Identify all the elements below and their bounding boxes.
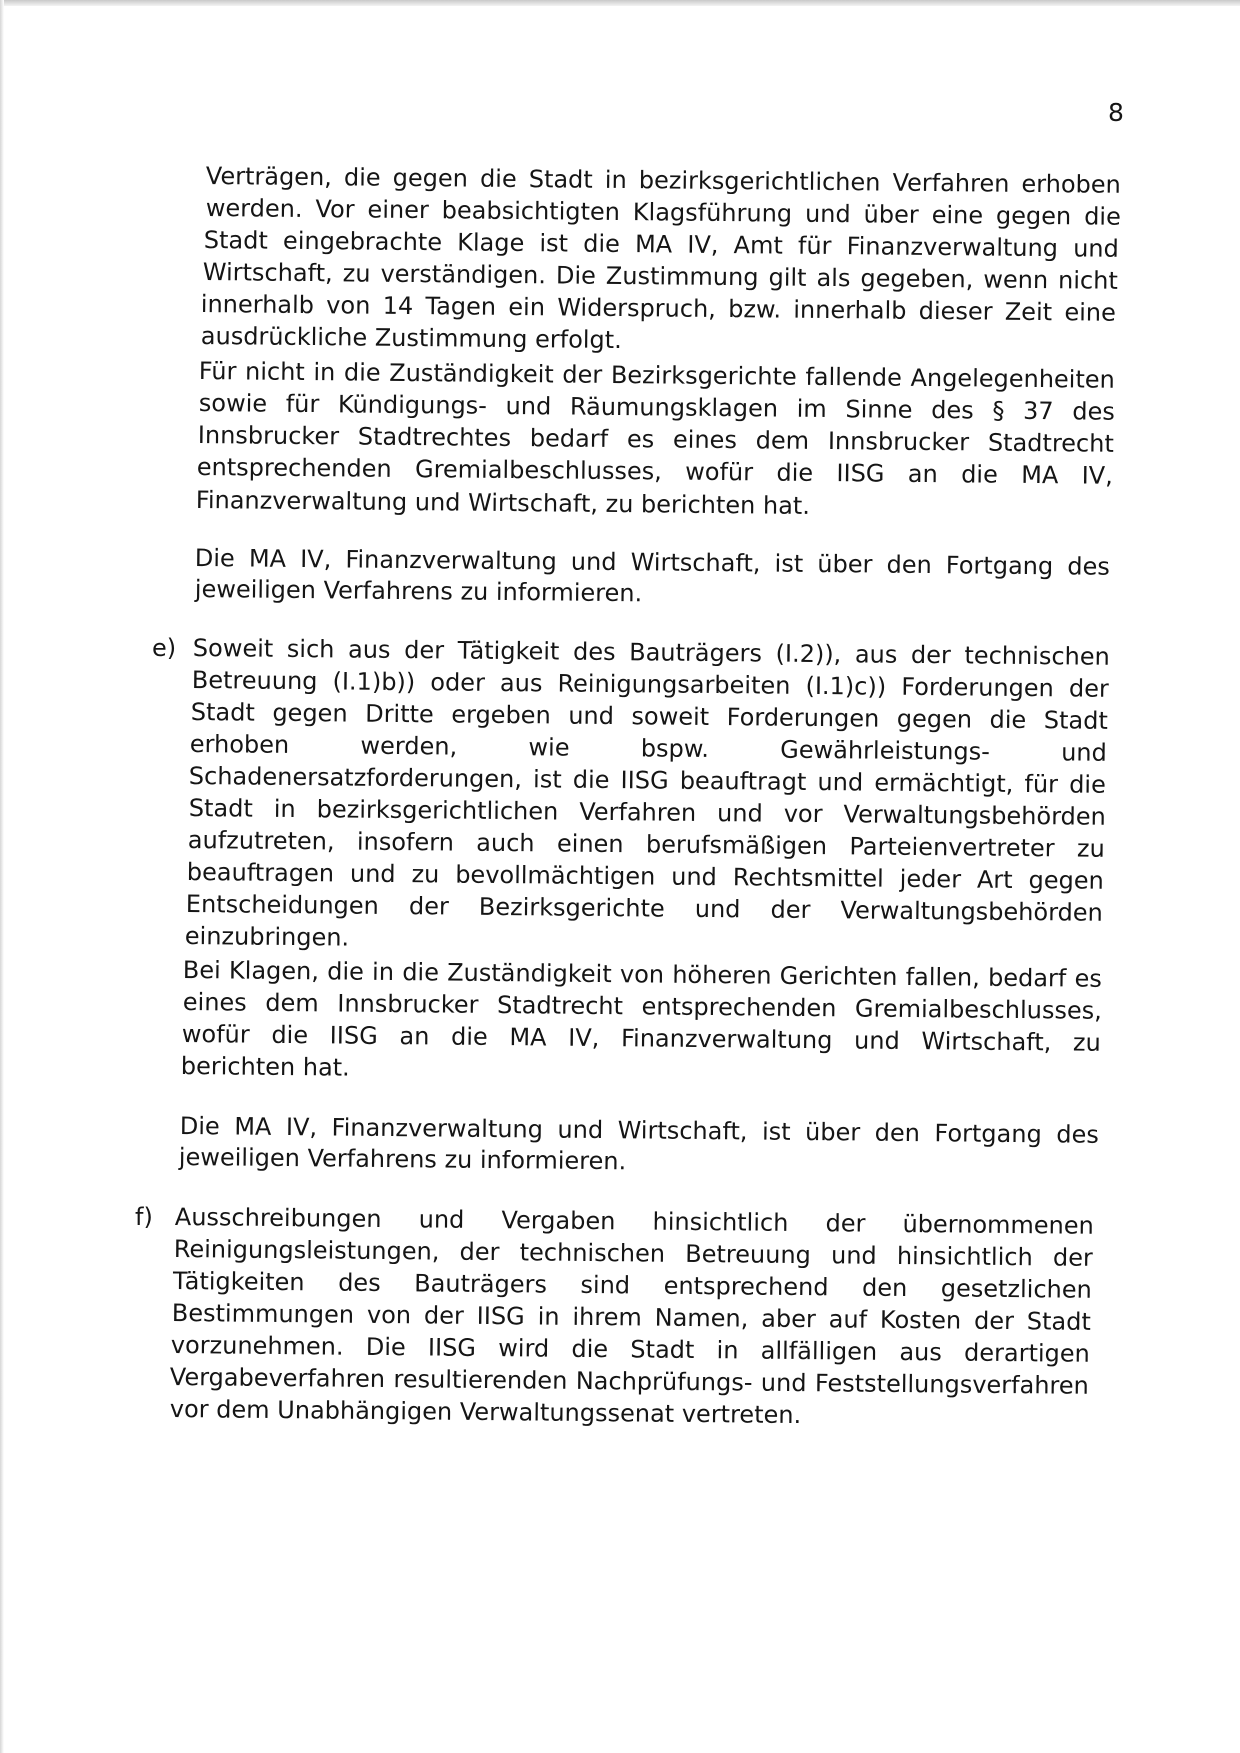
text-line: vorzunehmen. Die IISG wird die Stadt in allfälligen aus derartigen bbox=[170, 1331, 1090, 1368]
list-item-label-f: f) bbox=[135, 1203, 153, 1231]
text-line: eines dem Innsbrucker Stadtrecht entsprechenden Gremialbeschlusses, bbox=[182, 987, 1102, 1025]
text-line: Reinigungsleistungen, der technischen Betreuung und hinsichtlich der bbox=[173, 1235, 1093, 1272]
text-line: wofür die IISG an die MA IV, Finanzverwaltung und Wirtschaft, zu bbox=[181, 1019, 1101, 1057]
text-line: erhoben werden, wie bspw. Gewährleistungs- und bbox=[189, 729, 1107, 767]
text-line: Verträgen, die gegen die Stadt in bezirksgerichtlichen Verfahren erhoben bbox=[205, 161, 1121, 199]
text-line: Innsbrucker Stadtrechtes bedarf es eines dem Innsbrucker Stadtrecht bbox=[197, 420, 1114, 458]
text-line: Die MA IV, Finanzverwaltung und Wirtschaft, ist über den Fortgang des bbox=[194, 543, 1110, 581]
text-line: Wirtschaft, zu verständigen. Die Zustimmung gilt als gegeben, wenn nicht bbox=[202, 257, 1118, 295]
page-number: 8 bbox=[1108, 98, 1124, 127]
text-line: Die MA IV, Finanzverwaltung und Wirtschaft, ist über den Fortgang des bbox=[179, 1112, 1099, 1149]
text-line: innerhalb von 14 Tagen ein Widerspruch, bzw. innerhalb dieser Zeit eine bbox=[200, 289, 1116, 327]
text-line: Bei Klagen, die in die Zuständigkeit von höheren Gerichten fallen, bedarf es bbox=[182, 955, 1102, 993]
text-line: ausdrückliche Zustimmung erfolgt. bbox=[200, 321, 622, 355]
text-line: jeweiligen Verfahrens zu informieren. bbox=[178, 1143, 627, 1176]
text-line: sowie für Kündigungs- und Räumungsklagen im Sinne des § 37 des bbox=[198, 388, 1115, 426]
text-line: jeweiligen Verfahrens zu informieren. bbox=[194, 574, 643, 608]
text-line: Schadenersatzforderungen, ist die IISG beauftragt und ermächtigt, für die bbox=[188, 761, 1106, 799]
text-line: einzubringen. bbox=[184, 921, 350, 952]
text-line: vor dem Unabhängigen Verwaltungssenat vertreten. bbox=[169, 1395, 802, 1430]
text-line: Stadt eingebrachte Klage ist die MA IV, Amt für Finanzverwaltung und bbox=[203, 225, 1119, 263]
text-line: Entscheidungen der Bezirksgerichte und der Verwaltungsbehörden bbox=[185, 889, 1103, 927]
list-item-label-e: e) bbox=[152, 634, 177, 662]
text-line: Ausschreibungen und Vergaben hinsichtlich der übernommenen bbox=[174, 1203, 1094, 1240]
text-line: entsprechenden Gremialbeschlusses, wofür die IISG an die MA IV, bbox=[196, 452, 1113, 490]
text-line: Stadt in bezirksgerichtlichen Verfahren und vor Verwaltungsbehörden bbox=[188, 793, 1106, 831]
text-line: Stadt gegen Dritte ergeben und soweit Forderungen gegen die Stadt bbox=[190, 697, 1108, 735]
text-line: Betreuung (I.1)b)) oder aus Reinigungsarbeiten (I.1)c)) Forderungen der bbox=[191, 665, 1109, 703]
text-line: Bestimmungen von der IISG in ihrem Namen, aber auf Kosten der Stadt bbox=[171, 1299, 1091, 1336]
text-line: Vergabeverfahren resultierenden Nachprüfungs- und Feststellungsverfahren bbox=[169, 1363, 1089, 1400]
text-line: Für nicht in die Zuständigkeit der Bezirksgerichte fallende Angelegenheiten bbox=[198, 356, 1115, 394]
text-line: beauftragen und zu bevollmächtigen und Rechtsmittel jeder Art gegen bbox=[186, 857, 1104, 895]
text-line: Finanzverwaltung und Wirtschaft, zu berichten hat. bbox=[195, 485, 811, 520]
text-line: Tätigkeiten des Bauträgers sind entsprechend den gesetzlichen bbox=[172, 1267, 1092, 1304]
text-line: werden. Vor einer beabsichtigten Klagsführung und über eine gegen die bbox=[205, 193, 1121, 231]
text-line: Soweit sich aus der Tätigkeit des Bauträgers (I.2)), aus der technischen bbox=[192, 633, 1110, 671]
text-line: aufzutreten, insofern auch einen berufsmäßigen Parteienvertreter zu bbox=[187, 825, 1105, 863]
text-line: berichten hat. bbox=[180, 1052, 350, 1082]
